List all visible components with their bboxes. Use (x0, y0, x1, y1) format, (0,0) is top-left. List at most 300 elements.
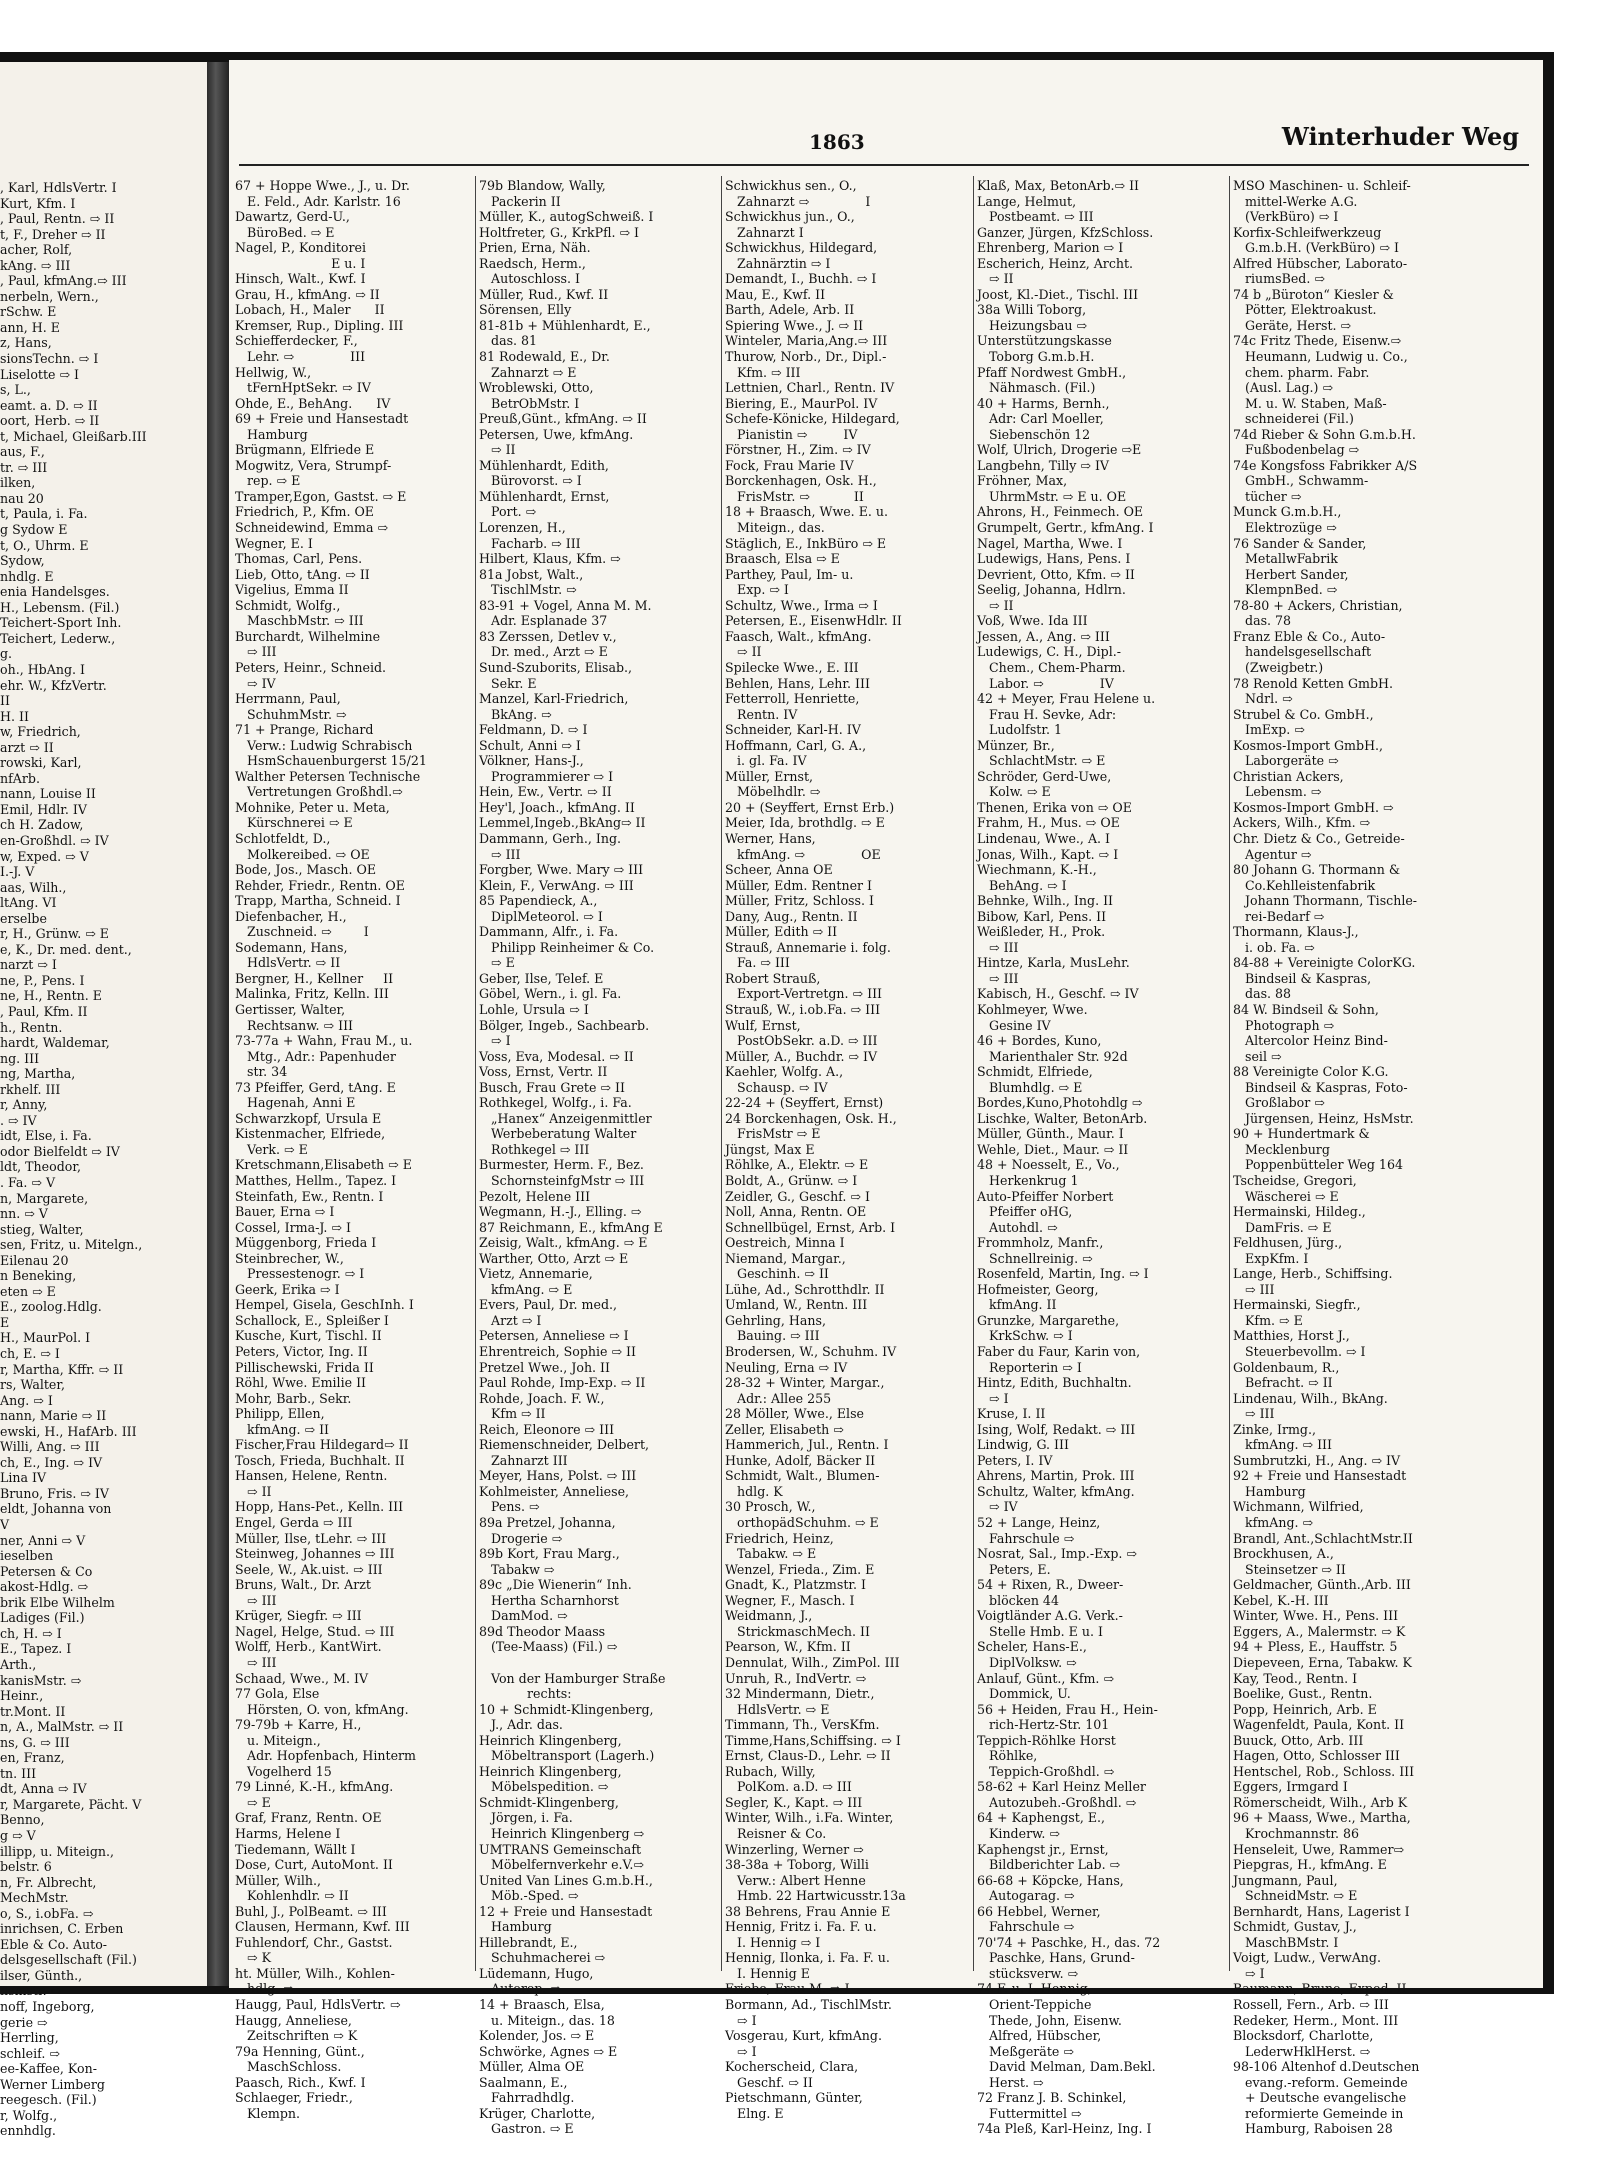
directory-entry-line: Robert Strauß, (725, 970, 821, 986)
directory-entry-line: Röhl, Wwe. Emilie II (235, 1375, 367, 1391)
left-page-line: tn. III (0, 1765, 37, 1781)
directory-entry-line: 81-81b + Mühlenhardt, E., (479, 317, 651, 333)
directory-entry-line: Wehle, Diet., Maur. ⇨ II (977, 1141, 1129, 1157)
directory-entry-line: DiplMeteorol. ⇨ I (479, 908, 603, 924)
directory-entry-line: blöcken 44 (977, 1592, 1059, 1608)
directory-entry-line: Ahrens, Martin, Prok. III (977, 1468, 1135, 1484)
directory-entry-line: Langbehn, Tilly ⇨ IV (977, 457, 1110, 473)
directory-entry-line: Forgber, Wwe. Mary ⇨ III (479, 862, 644, 878)
directory-entry-line: 89d Theodor Maass (479, 1623, 606, 1639)
left-page-line: w, Exped. ⇨ V (0, 848, 89, 864)
directory-entry-line: Baumann, Bruno, Exped. II (1233, 1981, 1407, 1997)
directory-entry-line: 89c „Die Wienerin“ Inh. (479, 1577, 632, 1593)
directory-entry-line: Tramper,Egon, Gastst. ⇨ E (235, 488, 407, 504)
directory-entry-line: Umland, W., Rentn. III (725, 1297, 868, 1313)
directory-entry-line: „Hanex“ Anzeigenmittler (479, 1110, 652, 1126)
directory-entry-line: Programmierer ⇨ I (479, 768, 614, 784)
directory-entry-line: 79a Henning, Günt., (235, 2043, 365, 2059)
left-page-line: Sydow, (0, 553, 45, 569)
directory-entry-line: Heizungsbau ⇨ (977, 317, 1088, 333)
directory-entry-line: Geschf. ⇨ II (725, 2074, 813, 2090)
directory-entry-line: Auto-Pfeiffer Norbert (977, 1188, 1114, 1204)
directory-entry-line: Wiechmann, K.-H., (977, 862, 1097, 878)
directory-column-2 (479, 178, 717, 2137)
left-page-line: ng. III (0, 1050, 40, 1066)
directory-entry-line: Lühe, Ad., Schrotthdlr. II (725, 1281, 885, 1297)
directory-entry-line: MetallwFabrik (1233, 551, 1338, 567)
directory-entry-line: MSO Maschinen- u. Schleif- (1233, 178, 1411, 193)
directory-entry-line: Mtg., Adr.: Papenhuder (235, 1048, 396, 1064)
directory-entry-line: Thede, John, Eisenw. (977, 2012, 1122, 2028)
directory-entry-line: Zeidler, G., Geschf. ⇨ I (725, 1188, 870, 1204)
directory-entry-line: Müller, Rud., Kwf. II (479, 286, 609, 302)
directory-entry-line: 32 Mindermann, Dietr., (725, 1686, 875, 1702)
directory-entry-line: Schwickhus, Hildegard, (725, 240, 878, 256)
left-page-line: Eilenau 20 (0, 1252, 69, 1268)
directory-entry-line: 30 Prosch, W., (725, 1499, 816, 1515)
directory-entry-line: 42 + Meyer, Frau Helene u. (977, 691, 1156, 707)
left-page-line: gerie ⇨ (0, 2014, 48, 2030)
directory-entry-line: 20 + (Seyffert, Ernst Erb.) (725, 799, 895, 815)
directory-entry-line: 40 + Harms, Bernh., (977, 395, 1110, 411)
directory-entry-line: Zahnarzt ⇨ E (479, 364, 577, 380)
directory-entry-line: Möbelspedition. ⇨ (479, 1779, 609, 1795)
directory-entry-line: Hilbert, Klaus, Kfm. ⇨ (479, 551, 621, 567)
directory-entry-line: Popp, Heinrich, Arb. E (1233, 1701, 1377, 1717)
left-page-line: n Beneking, (0, 1268, 77, 1284)
directory-entry-line: Hamburg, Raboisen 28 (1233, 2121, 1393, 2137)
directory-entry-line: Möbeltransport (Lagerh.) (479, 1748, 655, 1764)
directory-entry-line: Wichmann, Wilfried, (1233, 1499, 1364, 1515)
directory-entry-line: KrkSchw. ⇨ I (977, 1328, 1073, 1344)
directory-entry-line: Fa. ⇨ III (725, 955, 790, 971)
directory-entry-line: Voss, Eva, Modesal. ⇨ II (479, 1048, 634, 1064)
directory-entry-line: Friedrich, P., Kfm. OE (235, 504, 374, 520)
directory-entry-line: 89b Kort, Frau Marg., (479, 1546, 620, 1562)
directory-entry-line: Escherich, Heinz, Archt. (977, 255, 1134, 271)
left-page-line: arzt ⇨ II (0, 739, 54, 755)
directory-entry-line: Dammann, Alfr., i. Fa. (479, 924, 619, 940)
directory-entry-line: Müggenborg, Frieda I (235, 1235, 377, 1251)
directory-entry-line: Alfred, Hübscher, (977, 2028, 1102, 2044)
directory-entry-line: (Ausl. Lag.) ⇨ (1233, 380, 1334, 396)
left-page-line: n, Fr. Albrecht, (0, 1874, 97, 1890)
directory-entry-line: Matthes, Hellm., Tapez. I (235, 1173, 397, 1188)
directory-entry-line: Kohlmeister, Anneliese, (479, 1483, 630, 1499)
directory-entry-line: Kohlmeyer, Wwe. (977, 1001, 1088, 1017)
directory-entry-line: 56 + Heiden, Frau H., Hein- (977, 1701, 1158, 1717)
directory-entry-line: Steinbrecher, W., (235, 1250, 344, 1266)
directory-entry-line: BüroBed. ⇨ E (235, 224, 335, 240)
directory-entry-line: GmbH., Schwamm- (1233, 473, 1369, 489)
directory-entry-line: Blumhdlg. ⇨ E (977, 1079, 1083, 1095)
directory-entry-line: I. Hennig E (725, 1965, 810, 1981)
directory-entry-line: ⇨ IV (977, 1499, 1018, 1515)
left-page-line: Ang. ⇨ I (0, 1392, 53, 1408)
directory-entry-line: Petersen, Anneliese ⇨ I (479, 1328, 629, 1344)
directory-entry-line: Strauß, W., i.ob.Fa. ⇨ III (725, 1001, 881, 1017)
directory-entry-line: Harms, Helene I (235, 1825, 341, 1841)
directory-entry-line: Bauer, Erna ⇨ I (235, 1204, 335, 1220)
directory-entry-line: HdlsVertr. ⇨ II (235, 955, 341, 971)
directory-entry-line: Philipp, Ellen, (235, 1406, 325, 1422)
directory-entry-line: HsmSchauenburgerst 15/21 (235, 753, 427, 769)
directory-entry-line: DiplVolksw. ⇨ (977, 1654, 1077, 1670)
directory-entry-line: 64 + Kaphengst, E., (977, 1810, 1106, 1826)
directory-entry-line: Mogwitz, Vera, Strumpf- (235, 457, 392, 473)
directory-entry-line: Adr.: Allee 255 (725, 1390, 832, 1406)
directory-entry-line: SchuhmMstr. ⇨ (235, 706, 347, 722)
directory-entry-line: Goldenbaum, R., (1233, 1359, 1340, 1375)
left-page-line: ee-Kaffee, Kon- (0, 2061, 97, 2077)
left-page-line: tr. ⇨ III (0, 459, 48, 475)
directory-entry-line: Devrient, Otto, Kfm. ⇨ II (977, 566, 1135, 582)
directory-entry-line: Brodersen, W., Schuhm. IV (725, 1344, 897, 1360)
directory-entry-line: Rothkegel ⇨ III (479, 1141, 590, 1157)
directory-entry-line: mittel-Werke A.G. (1233, 193, 1358, 209)
directory-entry-line: Buhl, J., PolBeamt. ⇨ III (235, 1903, 387, 1919)
directory-entry-line: Rosenfeld, Martin, Ing. ⇨ I (977, 1266, 1149, 1282)
directory-entry-line: ⇨ III (235, 644, 277, 660)
directory-entry-line: Ludewigs, Hans, Pens. I (977, 551, 1131, 567)
running-head: Winterhuder Weg (1281, 122, 1519, 151)
directory-entry-line: KlempnBed. ⇨ (1233, 582, 1338, 598)
directory-entry-line: Alfred Hübscher, Laborato- (1233, 255, 1408, 271)
directory-entry-line: Voigt, Ludw., VerwAng. (1233, 1950, 1381, 1966)
directory-column-5 (1233, 178, 1533, 2137)
directory-entry-line: Lemmel,Ingeb.,BkAng⇨ II (479, 815, 646, 831)
left-page-line: ng, Martha, (0, 1066, 76, 1082)
left-page-line: t, F., Dreher ⇨ II (0, 226, 106, 242)
directory-entry-line: Paasch, Rich., Kwf. I (235, 2074, 366, 2090)
left-page-line: ch, E., Ing. ⇨ IV (0, 1454, 103, 1470)
directory-entry-line: Bindseil & Kaspras, Foto- (1233, 1079, 1408, 1095)
directory-entry-line: Manzel, Karl-Friedrich, (479, 691, 629, 707)
directory-entry-line: United Van Lines G.m.b.H., (479, 1872, 653, 1888)
directory-entry-line: schneiderei (Fil.) (1233, 411, 1354, 427)
directory-entry-line: Weißleder, H., Prok. (977, 924, 1106, 940)
directory-entry-line: Schlotfeldt, D., (235, 830, 331, 846)
left-page-line: ch, E. ⇨ I (0, 1346, 60, 1362)
directory-entry-line: Wegner, F., Masch. I (725, 1592, 855, 1608)
directory-entry-line: Lange, Helmut, (977, 193, 1077, 209)
directory-entry-line: SchornsteinfgMstr ⇨ III (479, 1173, 645, 1188)
directory-entry-line: Müller, Ernst, (725, 768, 814, 784)
directory-entry-line: Bibow, Karl, Pens. II (977, 908, 1107, 924)
left-page-line: g Sydow E (0, 522, 68, 538)
directory-entry-line: Göbel, Wern., i. gl. Fa. (479, 986, 622, 1002)
directory-entry-line: rep. ⇨ E (235, 473, 301, 489)
left-page-line: sionsTechn. ⇨ I (0, 351, 99, 367)
directory-entry-line: Hillebrandt, E., (479, 1934, 578, 1950)
left-page-line: enia Handelsges. (0, 584, 110, 600)
directory-entry-line: Christian Ackers, (1233, 768, 1344, 784)
directory-entry-line: kfmAng. ⇨ E (479, 1281, 573, 1297)
directory-entry-line: Redeker, Herm., Mont. III (1233, 2012, 1399, 2028)
directory-entry-line: Boelike, Gust., Rentn. (1233, 1686, 1373, 1702)
directory-entry-line: Strubel & Co. GmbH., (1233, 706, 1374, 722)
directory-entry-line: DamFris. ⇨ E (1233, 1219, 1332, 1235)
left-page-line: s, L., (0, 382, 31, 398)
left-page-line: H. II (0, 708, 29, 724)
directory-entry-line: Hennig, Fritz i. Fa. F. u. (725, 1919, 877, 1935)
directory-entry-line: Zahnärztin ⇨ I (725, 255, 831, 271)
directory-entry-line: Lindenau, Wilh., BkAng. (1233, 1390, 1388, 1406)
directory-entry-line: Hellwig, W., (235, 364, 312, 380)
directory-entry-line: Lohle, Ursula ⇨ I (479, 1001, 589, 1017)
directory-entry-line: 92 + Freie und Hansestadt (1233, 1468, 1407, 1484)
left-page-line: H., MaurPol. I (0, 1330, 91, 1346)
directory-entry-line: + Deutsche evangelische (1233, 2090, 1407, 2106)
directory-entry-line: Mühlenhardt, Ernst, (479, 488, 610, 504)
directory-entry-line: Petersen, E., EisenwHdlr. II (725, 613, 902, 629)
directory-entry-line: Winteler, Maria,Ang.⇨ III (725, 333, 888, 349)
left-page-line: Arth., (0, 1656, 37, 1672)
directory-entry-line: Fahrradhdlg. (479, 2090, 575, 2106)
left-page-line: E., zoolog.Hdlg. (0, 1299, 102, 1315)
left-page-line: Willi, Ang. ⇨ III (0, 1439, 100, 1455)
directory-entry-line: Hagen, Otto, Schlosser III (1233, 1748, 1400, 1764)
left-page-line: o, S., i.obFa. ⇨ (0, 1905, 94, 1921)
directory-entry-line: Lindenau, Wwe., A. I (977, 830, 1111, 846)
directory-entry-line: Pillischewski, Frida II (235, 1359, 374, 1375)
left-page-line: nau 20 (0, 490, 44, 506)
directory-entry-line: 70'74 + Paschke, H., das. 72 (977, 1934, 1161, 1950)
directory-entry-line: ⇨ III (977, 939, 1019, 955)
directory-entry-line: Peters, E. (977, 1561, 1051, 1577)
directory-entry-line: Haugg, Anneliese, (235, 2012, 352, 2028)
left-page-line: Werner Limberg (0, 2076, 105, 2092)
directory-entry-line: ⇨ III (1233, 1281, 1275, 1297)
directory-entry-line: ht. Müller, Wilh., Kohlen- (235, 1965, 395, 1981)
directory-entry-line: Kocherscheid, Clara, (725, 2059, 859, 2075)
directory-entry-line: Rehder, Friedr., Rentn. OE (235, 877, 405, 893)
directory-entry-line: Müller, Günth., Maur. I (977, 1126, 1124, 1142)
directory-entry-line: Schlaeger, Friedr., (235, 2090, 353, 2106)
directory-entry-line: E. Feld., Adr. Karlstr. 16 (235, 193, 401, 209)
directory-entry-line: Fahrschule ⇨ (977, 1919, 1075, 1935)
directory-entry-line: 83 Zerssen, Detlev v., (479, 628, 617, 644)
directory-entry-line: Feldhusen, Jürg., (1233, 1235, 1343, 1251)
directory-entry-line: Ludolfstr. 1 (977, 722, 1062, 738)
directory-entry-line: I. Hennig ⇨ I (725, 1934, 821, 1950)
directory-entry-line: Prien, Erna, Näh. (479, 240, 591, 256)
directory-entry-line: M. u. W. Staben, Maß- (1233, 395, 1387, 411)
left-page-line: ilken, (0, 475, 36, 491)
directory-entry-line: Meier, Ida, brothdlg. ⇨ E (725, 815, 885, 831)
directory-entry-line: ⇨ III (977, 970, 1019, 986)
directory-entry-line: Mecklenburg (1233, 1141, 1330, 1157)
directory-entry-line: Barth, Adele, Arb. II (725, 302, 855, 318)
directory-entry-line: 78-80 + Ackers, Christian, (1233, 597, 1403, 613)
directory-entry-line: riumsBed. ⇨ (1233, 271, 1325, 287)
directory-entry-line: 85 Papendieck, A., (479, 893, 598, 909)
directory-entry-line: i. gl. Fa. IV (725, 753, 807, 769)
left-page-line: ieselben (0, 1548, 54, 1564)
directory-entry-line: Römerscheidt, Wilh., Arb K (1233, 1794, 1408, 1810)
directory-entry-line: SchlachtMstr. ⇨ E (977, 753, 1106, 769)
directory-entry-line: Lüdemann, Hugo, (479, 1965, 594, 1981)
directory-entry-line: Franz Eble & Co., Auto- (1233, 628, 1386, 644)
left-page-line: e, K., Dr. med. dent., (0, 941, 132, 957)
directory-entry-line: Von der Hamburger Straße (479, 1670, 666, 1686)
left-page-line: ann, H. E (0, 319, 60, 335)
directory-entry-line: Rossell, Fern., Arb. ⇨ III (1233, 1996, 1389, 2012)
directory-entry-line: Orient-Teppiche (977, 1996, 1092, 2012)
directory-entry-line: Pressestenogr. ⇨ I (235, 1266, 365, 1282)
directory-entry-line: Werner, Hans, (725, 830, 816, 846)
directory-entry-line: 79b Blandow, Wally, (479, 178, 606, 193)
directory-entry-line: 14 + Braasch, Elsa, (479, 1996, 605, 2012)
directory-entry-line: Brügmann, Elfriede E (235, 442, 375, 458)
directory-entry-line: Ganzer, Jürgen, KfzSchloss. (977, 224, 1154, 240)
directory-entry-line: Parthey, Paul, Im- u. (725, 566, 854, 582)
directory-entry-line: Bormann, Ad., TischlMstr. (725, 1996, 892, 2012)
directory-column-1 (235, 178, 473, 2121)
directory-entry-line: Hörsten, O. von, kfmAng. (235, 1701, 409, 1717)
directory-entry-line: Schultz, Wwe., Irma ⇨ I (725, 597, 878, 613)
left-page-line: n, A., MalMstr. ⇨ II (0, 1719, 124, 1735)
directory-entry-line: Grunzke, Margarethe, (977, 1312, 1120, 1328)
directory-entry-line: Lischke, Walter, BetonArb. (977, 1110, 1148, 1126)
directory-entry-line: ⇨ III (235, 1654, 277, 1670)
left-page-line: ehr. W., KfzVertr. (0, 677, 107, 693)
left-page-line: E., Tapez. I (0, 1641, 72, 1657)
directory-entry-line: (VerkBüro) ⇨ I (1233, 209, 1339, 225)
left-page-line: . Fa. ⇨ V (0, 1175, 56, 1190)
directory-entry-line: Ernst, Claus-D., Lehr. ⇨ II (725, 1748, 891, 1764)
page-number: 1863 (809, 130, 865, 154)
directory-entry-line: evang.-reform. Gemeinde (1233, 2074, 1408, 2090)
directory-entry-line: Schneider, Karl-H. IV (725, 722, 861, 738)
directory-entry-line: Schaad, Wwe., M. IV (235, 1670, 369, 1686)
left-page-line: Teichert, Lederw., (0, 630, 116, 646)
directory-entry-line: u. Miteign., (235, 1732, 321, 1748)
directory-entry-line: Philipp Reinheimer & Co. (479, 939, 655, 955)
directory-entry-line: Krochmannstr. 86 (1233, 1825, 1360, 1841)
directory-entry-line: Seelig, Johanna, Hdlrn. (977, 582, 1126, 598)
directory-entry-line: das. 78 (1233, 613, 1292, 629)
directory-entry-line: ⇨ III (1233, 1406, 1275, 1422)
directory-entry-line: 74c Fritz Thede, Eisenw.⇨ (1233, 333, 1402, 349)
directory-entry-line: Nagel, P., Konditorei (235, 240, 367, 256)
directory-entry-line: Seele, W., Ak.uist. ⇨ III (235, 1561, 383, 1577)
directory-column-3 (725, 178, 965, 2121)
directory-entry-line: Reporterin ⇨ I (977, 1359, 1082, 1375)
directory-entry-line: Wulf, Ernst, (725, 1017, 801, 1033)
directory-entry-line: chem. pharm. Fabr. (1233, 364, 1370, 380)
left-page-line: H., Lebensm. (Fil.) (0, 599, 120, 615)
left-page-line: hardt, Waldemar, (0, 1035, 110, 1051)
directory-entry-line: Gertisser, Walter, (235, 1001, 346, 1017)
directory-entry-line: Mau, E., Kwf. II (725, 286, 826, 302)
directory-entry-line: Völkner, Hans-J., (479, 753, 584, 769)
directory-entry-line: Fock, Frau Marie IV (725, 457, 854, 473)
directory-entry-line: J., Adr. das. (479, 1717, 563, 1733)
left-page-line: Herrling, (0, 2030, 59, 2046)
left-page-line: g ⇨ V (0, 1827, 36, 1843)
directory-entry-line (479, 1655, 717, 1671)
directory-entry-line: Thormann, Klaus-J., (1233, 924, 1359, 940)
directory-entry-line: hdlg. K (725, 1483, 783, 1499)
directory-entry-line: Hamburg (479, 1919, 552, 1935)
left-page-line: ewski, H., HafArb. III (0, 1423, 137, 1439)
directory-entry-line: Bruns, Walt., Dr. Arzt (235, 1577, 371, 1593)
directory-entry-line: i. ob. Fa. ⇨ (1233, 939, 1315, 955)
directory-entry-line: 74 b „Büroton“ Kiesler & (1233, 286, 1394, 302)
directory-entry-line: 83-91 + Vogel, Anna M. M. (479, 597, 652, 613)
directory-entry-line: BetrObMstr. I (479, 395, 580, 411)
directory-entry-line: 73-77a + Wahn, Frau M., u. (235, 1033, 413, 1049)
directory-entry-line: Kruse, I. II (977, 1406, 1046, 1422)
left-page-line: narzt ⇨ I (0, 957, 57, 973)
directory-entry-line: (Tee-Maass) (Fil.) ⇨ (479, 1639, 618, 1655)
directory-entry-line: PolKom. a.D. ⇨ III (725, 1779, 852, 1795)
directory-entry-line: 96 + Maass, Wwe., Martha, (1233, 1810, 1411, 1826)
directory-entry-line: Stelle Hmb. E u. I (977, 1623, 1103, 1639)
directory-entry-line: 74 F. u. I. Hennig, (977, 1981, 1092, 1997)
left-page-line: brik Elbe Wilhelm (0, 1594, 115, 1610)
directory-entry-line: Brockhusen, A., (1233, 1546, 1334, 1562)
left-page-line: acher, Rolf, (0, 242, 73, 258)
directory-entry-line: Jörgen, i. Fa. (479, 1810, 573, 1826)
directory-entry-line: Kay, Teod., Rentn. I (1233, 1670, 1358, 1686)
directory-entry-line: Rothkegel, Wolfg., i. Fa. (479, 1095, 632, 1111)
directory-entry-line: 94 + Pless, E., Hauffstr. 5 (1233, 1639, 1398, 1655)
directory-entry-line: Peters, Victor, Ing. II (235, 1344, 368, 1360)
directory-entry-line: Voss, Ernst, Vertr. II (479, 1064, 608, 1080)
directory-entry-line: Bordes,Kuno,Photohdlg ⇨ (977, 1095, 1143, 1111)
directory-entry-line: Walther Petersen Technische (235, 768, 421, 784)
directory-entry-line: Frahm, H., Mus. ⇨ OE (977, 815, 1120, 831)
directory-entry-line: Spiering Wwe., J. ⇨ II (725, 317, 864, 333)
directory-entry-line: 79-79b + Karre, H., (235, 1717, 362, 1733)
left-page-line: inrichsen, C. Erben (0, 1921, 124, 1937)
directory-entry-line: Tabakw ⇨ (479, 1561, 555, 1577)
directory-entry-line: Hinsch, Walt., Kwf. I (235, 271, 366, 287)
directory-entry-line: Autorep. ⇨ (479, 1981, 561, 1997)
directory-entry-line: 28 Möller, Wwe., Else (725, 1406, 864, 1422)
directory-entry-line: Sund-Szuborits, Elisab., (479, 659, 633, 675)
directory-entry-line: 71 + Prange, Richard (235, 722, 374, 738)
directory-entry-line: Pretzel Wwe., Joh. II (479, 1359, 611, 1375)
directory-entry-line: Fußbodenbelag ⇨ (1233, 442, 1360, 458)
left-page-line: h., Rentn. (0, 1019, 63, 1035)
directory-entry-line: ImExp. ⇨ (1233, 722, 1305, 738)
directory-entry-line: 24 Borckenhagen, Osk. H., (725, 1110, 897, 1126)
directory-entry-line: tücher ⇨ (1233, 488, 1302, 504)
directory-entry-line: Feldmann, D. ⇨ I (479, 722, 588, 738)
directory-entry-line: Trapp, Martha, Schneid. I (235, 893, 401, 909)
directory-entry-line: Herst. ⇨ (977, 2074, 1044, 2090)
directory-entry-line: Klempn. (235, 2105, 301, 2121)
directory-entry-line: ⇨ II (977, 597, 1014, 613)
directory-entry-line: Müller, K., autogSchweiß. I (479, 209, 654, 225)
directory-entry-line: Schmidt, Wolfg., (235, 597, 341, 613)
left-page-line: kAng. ⇨ III (0, 257, 71, 273)
directory-entry-line: ExpKfm. I (1233, 1250, 1309, 1266)
left-page-line: ennhdlg. (0, 2123, 56, 2139)
directory-entry-line: Heinrich Klingenberg ⇨ (479, 1825, 645, 1841)
directory-entry-line: 78 Renold Ketten GmbH. (1233, 675, 1394, 691)
left-page-line: sen, Fritz, u. Mitelgn., (0, 1237, 143, 1253)
directory-entry-line: reformierte Gemeinde in (1233, 2105, 1404, 2121)
directory-entry-line: Schultz, Walter, kfmAng. (977, 1483, 1135, 1499)
directory-entry-line: Müller, Edm. Rentner I (725, 877, 873, 893)
left-page-line: oort, Herb. ⇨ II (0, 413, 100, 429)
left-page-line: Eble & Co. Auto- (0, 1936, 108, 1952)
directory-entry-line: Hermainski, Siegfr., (1233, 1297, 1361, 1313)
